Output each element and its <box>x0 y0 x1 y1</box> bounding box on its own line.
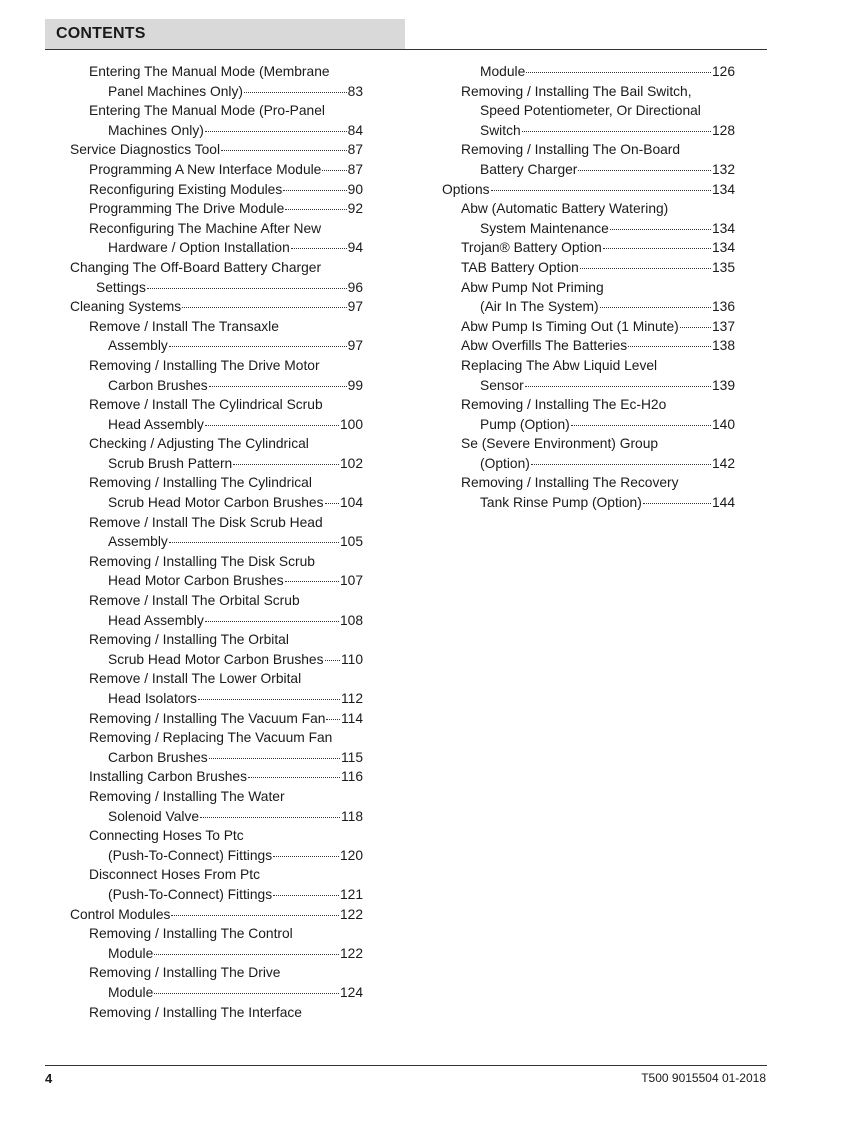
toc-page-number: 139 <box>711 377 735 393</box>
toc-entry <box>70 219 363 239</box>
toc-entry <box>70 1003 363 1023</box>
dot-leader <box>182 307 346 308</box>
toc-entry[interactable] <box>442 180 735 200</box>
toc-entry-title: Abw Pump Not Priming <box>461 279 604 295</box>
toc-entry[interactable] <box>70 297 363 317</box>
toc-entry-title: Assembly <box>108 534 168 550</box>
toc-entry <box>442 473 735 493</box>
toc-right-column <box>442 62 735 513</box>
toc-entry[interactable] <box>70 180 363 200</box>
toc-entry[interactable] <box>70 532 363 552</box>
header-divider <box>45 49 767 50</box>
toc-entry[interactable] <box>70 415 363 435</box>
toc-entry[interactable] <box>70 650 363 670</box>
toc-entry[interactable] <box>70 807 363 827</box>
toc-entry[interactable] <box>70 199 363 219</box>
toc-entry[interactable] <box>442 238 735 258</box>
toc-entry-title: Settings <box>96 279 146 295</box>
toc-entry-title: Module <box>480 64 526 79</box>
toc-entry-title: Service Diagnostics Tool <box>70 142 221 158</box>
toc-entry[interactable] <box>70 611 363 631</box>
toc-entry-title: Carbon Brushes <box>108 377 208 393</box>
toc-entry <box>70 258 363 278</box>
toc-entry-title: Head Assembly <box>108 612 204 628</box>
dot-leader <box>522 131 711 132</box>
toc-page-number: 137 <box>711 318 735 334</box>
toc-page-number: 92 <box>347 201 363 217</box>
dot-leader <box>325 660 341 661</box>
dot-leader <box>205 621 339 622</box>
toc-page-number: 136 <box>711 299 735 315</box>
dot-leader <box>680 327 711 328</box>
dot-leader <box>209 386 347 387</box>
dot-leader <box>283 190 346 191</box>
toc-entry-title: Replacing The Abw Liquid Level <box>461 357 658 373</box>
toc-page-number: 94 <box>347 240 363 256</box>
toc-page-number: 134 <box>711 240 735 256</box>
toc-page-number: 104 <box>339 495 363 511</box>
toc-page-number: 108 <box>339 612 363 628</box>
toc-entry-title: Removing / Installing The Recovery <box>461 475 679 491</box>
toc-entry[interactable] <box>70 121 363 141</box>
toc-entry-title: Changing The Off-Board Battery Charger <box>70 259 322 275</box>
toc-entry[interactable] <box>70 493 363 513</box>
toc-entry <box>70 552 363 572</box>
toc-entry-title: Pump (Option) <box>480 416 570 432</box>
dot-leader <box>169 542 339 543</box>
toc-entry[interactable] <box>70 571 363 591</box>
toc-entry <box>70 963 363 983</box>
toc-page-number: 114 <box>341 710 363 726</box>
toc-page-number: 97 <box>347 299 363 315</box>
toc-entry-title: Cleaning Systems <box>70 299 182 315</box>
toc-entry-title: Removing / Installing The Orbital <box>89 632 289 648</box>
toc-page-number: 121 <box>339 886 363 902</box>
toc-page-number: 118 <box>341 808 363 824</box>
toc-entry <box>442 395 735 415</box>
toc-page-number: 126 <box>711 64 735 79</box>
toc-entry[interactable] <box>70 376 363 396</box>
toc-entry <box>442 140 735 160</box>
dot-leader <box>600 307 711 308</box>
toc-entry-title: Assembly <box>108 338 168 354</box>
toc-page-number: 83 <box>347 83 363 99</box>
toc-left-column <box>70 62 363 1022</box>
toc-entry-title: Options <box>442 181 490 197</box>
dot-leader <box>147 288 347 289</box>
dot-leader <box>285 209 346 210</box>
dot-leader <box>322 170 346 171</box>
toc-entry-title: Connecting Hoses To Ptc <box>89 828 244 844</box>
toc-page-number: 107 <box>339 573 363 589</box>
toc-entry-title: Remove / Install The Lower Orbital <box>89 671 302 687</box>
toc-page-number: 134 <box>711 220 735 236</box>
toc-entry-title: Battery Charger <box>480 161 578 177</box>
toc-entry-title: System Maintenance <box>480 220 609 236</box>
toc-entry[interactable] <box>442 336 735 356</box>
toc-entry[interactable] <box>70 905 363 925</box>
toc-entry-title: Scrub Head Motor Carbon Brushes <box>108 651 324 667</box>
footer-document-id: T500 9015504 01-2018 <box>641 1071 766 1085</box>
toc-entry-title: Tank Rinse Pump (Option) <box>480 495 642 511</box>
toc-entry[interactable] <box>70 140 363 160</box>
dot-leader <box>209 758 340 759</box>
toc-entry-title: Trojan® Battery Option <box>461 240 602 256</box>
dot-leader <box>580 268 711 269</box>
toc-entry <box>70 669 363 689</box>
toc-entry-title: Disconnect Hoses From Ptc <box>89 867 260 883</box>
footer-page-number: 4 <box>45 1071 53 1086</box>
dot-leader <box>326 719 340 720</box>
toc-entry <box>70 728 363 748</box>
toc-page-number: 96 <box>347 279 363 295</box>
toc-entry[interactable] <box>70 748 363 768</box>
toc-entry <box>70 787 363 807</box>
toc-page-number: 112 <box>341 691 363 706</box>
toc-page-number: 99 <box>347 377 363 393</box>
toc-page-number: 144 <box>711 495 735 511</box>
toc-entry-title: Head Assembly <box>108 416 204 432</box>
toc-entry[interactable] <box>442 258 735 278</box>
toc-entry-title: Head Isolators <box>108 691 197 706</box>
dot-leader <box>603 248 711 249</box>
dot-leader <box>291 248 347 249</box>
toc-entry[interactable] <box>70 709 363 729</box>
toc-entry-title: Removing / Installing The Bail Switch, <box>461 83 692 99</box>
dot-leader <box>198 699 340 700</box>
dot-leader <box>531 464 711 465</box>
toc-page-number: 142 <box>711 455 735 471</box>
toc-page-number: 128 <box>711 122 735 138</box>
footer-divider <box>45 1065 767 1066</box>
toc-entry-title: (Push-To-Connect) Fittings <box>108 886 273 902</box>
toc-page-number: 134 <box>711 181 735 197</box>
toc-entry-title: Removing / Installing The Vacuum Fan <box>89 710 326 726</box>
toc-page-number: 132 <box>711 161 735 177</box>
toc-entry <box>70 513 363 533</box>
dot-leader <box>205 131 347 132</box>
dot-leader <box>200 817 340 818</box>
toc-entry-title: Removing / Replacing The Vacuum Fan <box>89 730 333 746</box>
toc-page-number: 87 <box>347 142 363 158</box>
dot-leader <box>205 425 339 426</box>
toc-page-number: 87 <box>347 161 363 177</box>
toc-entry <box>70 101 363 121</box>
toc-entry[interactable] <box>442 415 735 435</box>
dot-leader <box>578 170 711 171</box>
toc-entry-title: Hardware / Option Installation <box>108 240 290 256</box>
toc-entry-title: Removing / Installing The Drive Motor <box>89 357 320 373</box>
toc-page-number: 138 <box>711 338 735 354</box>
toc-page-number: 105 <box>339 534 363 550</box>
toc-entry-title: Reconfiguring The Machine After New <box>89 220 322 236</box>
toc-entry-title: Module <box>108 984 154 1000</box>
toc-entry-title: (Air In The System) <box>480 299 599 315</box>
toc-entry <box>442 82 735 102</box>
dot-leader <box>610 229 711 230</box>
dot-leader <box>221 150 347 151</box>
dot-leader <box>154 993 339 994</box>
toc-entry <box>442 434 735 454</box>
toc-page-number: 135 <box>711 259 735 275</box>
toc-entry-title: Installing Carbon Brushes <box>89 769 247 785</box>
toc-entry[interactable] <box>70 944 363 964</box>
dot-leader <box>325 503 339 504</box>
toc-entry <box>70 356 363 376</box>
dot-leader <box>491 190 711 191</box>
toc-entry-title: Control Modules <box>70 906 171 922</box>
dot-leader <box>273 856 339 857</box>
toc-entry[interactable] <box>70 983 363 1003</box>
toc-entry-title: Se (Severe Environment) Group <box>461 436 659 452</box>
toc-entry-title: Removing / Installing The On-Board <box>461 142 681 158</box>
dot-leader <box>248 777 340 778</box>
toc-entry[interactable] <box>442 454 735 474</box>
toc-entry <box>70 395 363 415</box>
toc-entry-title: Removing / Installing The Drive <box>89 965 281 981</box>
toc-entry-title: Abw (Automatic Battery Watering) <box>461 201 669 217</box>
toc-entry-title: Switch <box>480 122 521 138</box>
toc-entry-title: Removing / Installing The Control <box>89 926 293 942</box>
toc-entry <box>70 924 363 944</box>
toc-entry-title: Entering The Manual Mode (Membrane <box>89 64 330 79</box>
page-title: CONTENTS <box>56 25 146 42</box>
toc-entry-title: Removing / Installing The Water <box>89 788 285 804</box>
dot-leader <box>169 346 347 347</box>
dot-leader <box>285 581 339 582</box>
toc-entry-title: TAB Battery Option <box>461 259 579 275</box>
dot-leader <box>244 92 347 93</box>
toc-entry-title: Removing / Installing The Interface <box>89 1004 302 1020</box>
toc-entry-title: Remove / Install The Disk Scrub Head <box>89 514 323 530</box>
toc-entry[interactable] <box>442 121 735 141</box>
toc-page-number: 84 <box>347 122 363 138</box>
toc-entry[interactable] <box>442 493 735 513</box>
toc-entry-title: Programming A New Interface Module <box>89 161 322 177</box>
toc-entry-title: Solenoid Valve <box>108 808 200 824</box>
toc-entry-title: Removing / Installing The Cylindrical <box>89 475 312 491</box>
dot-leader <box>171 915 339 916</box>
toc-entry <box>70 865 363 885</box>
dot-leader <box>273 895 339 896</box>
toc-entry-title: (Push-To-Connect) Fittings <box>108 847 273 863</box>
toc-entry-title: Carbon Brushes <box>108 749 208 765</box>
toc-page-number: 115 <box>341 749 363 765</box>
dot-leader <box>628 346 711 347</box>
toc-entry-title: Removing / Installing The Disk Scrub <box>89 553 315 569</box>
toc-entry-title: Removing / Installing The Ec-H2o <box>461 397 667 413</box>
toc-entry <box>442 278 735 298</box>
toc-entry <box>70 630 363 650</box>
toc-entry[interactable] <box>442 160 735 180</box>
dot-leader <box>233 464 339 465</box>
toc-entry[interactable] <box>442 376 735 396</box>
toc-entry <box>442 356 735 376</box>
toc-entry[interactable] <box>70 336 363 356</box>
dot-leader <box>526 72 711 73</box>
toc-entry[interactable] <box>70 689 363 709</box>
toc-entry-title: Scrub Brush Pattern <box>108 455 233 471</box>
toc-entry[interactable] <box>70 885 363 905</box>
toc-entry <box>70 826 363 846</box>
toc-entry[interactable] <box>70 238 363 258</box>
toc-entry[interactable] <box>442 317 735 337</box>
toc-entry-title: Remove / Install The Transaxle <box>89 318 279 334</box>
toc-entry[interactable] <box>70 767 363 787</box>
toc-entry <box>442 101 735 121</box>
dot-leader <box>525 386 711 387</box>
dot-leader <box>154 954 339 955</box>
toc-entry-title: Head Motor Carbon Brushes <box>108 573 284 589</box>
toc-entry[interactable] <box>442 297 735 317</box>
toc-page-number: 90 <box>347 181 363 197</box>
dot-leader <box>643 503 711 504</box>
toc-page-number: 100 <box>339 416 363 432</box>
toc-entry[interactable] <box>70 82 363 102</box>
toc-page-number: 122 <box>339 906 363 922</box>
toc-entry <box>70 434 363 454</box>
toc-entry-title: Scrub Head Motor Carbon Brushes <box>108 495 324 511</box>
toc-entry-title: Sensor <box>480 377 524 393</box>
toc-entry-title: (Option) <box>480 455 530 471</box>
toc-page-number: 110 <box>341 651 363 667</box>
toc-entry <box>442 199 735 219</box>
toc-entry[interactable] <box>70 160 363 180</box>
toc-entry-title: Machines Only) <box>108 122 204 138</box>
toc-page-number: 120 <box>339 847 363 863</box>
toc-entry[interactable] <box>70 846 363 866</box>
toc-page-number: 116 <box>341 769 363 785</box>
toc-page-number: 97 <box>347 338 363 354</box>
toc-entry-title: Abw Overfills The Batteries <box>461 338 628 354</box>
toc-entry-title: Programming The Drive Module <box>89 201 285 217</box>
dot-leader <box>571 425 711 426</box>
toc-entry-title: Abw Pump Is Timing Out (1 Minute) <box>461 318 679 334</box>
toc-entry[interactable] <box>70 278 363 298</box>
toc-entry-title: Module <box>108 945 154 961</box>
toc-entry-title: Entering The Manual Mode (Pro-Panel <box>89 103 325 119</box>
toc-entry[interactable] <box>70 454 363 474</box>
toc-entry <box>70 591 363 611</box>
toc-entry-title: Speed Potentiometer, Or Directional <box>480 103 701 119</box>
toc-entry <box>70 62 363 82</box>
header-band <box>45 19 405 50</box>
toc-entry <box>70 317 363 337</box>
toc-entry-title: Remove / Install The Cylindrical Scrub <box>89 397 323 413</box>
toc-page-number: 124 <box>339 984 363 1000</box>
toc-page-number: 140 <box>711 416 735 432</box>
toc-entry-title: Panel Machines Only) <box>108 83 243 99</box>
toc-page-number: 102 <box>339 455 363 471</box>
toc-entry[interactable] <box>442 62 735 82</box>
toc-entry-title: Reconfiguring Existing Modules <box>89 181 283 197</box>
toc-entry[interactable] <box>442 219 735 239</box>
toc-entry <box>70 473 363 493</box>
toc-page-number: 122 <box>339 945 363 961</box>
toc-entry-title: Checking / Adjusting The Cylindrical <box>89 436 309 452</box>
toc-entry-title: Remove / Install The Orbital Scrub <box>89 593 300 609</box>
